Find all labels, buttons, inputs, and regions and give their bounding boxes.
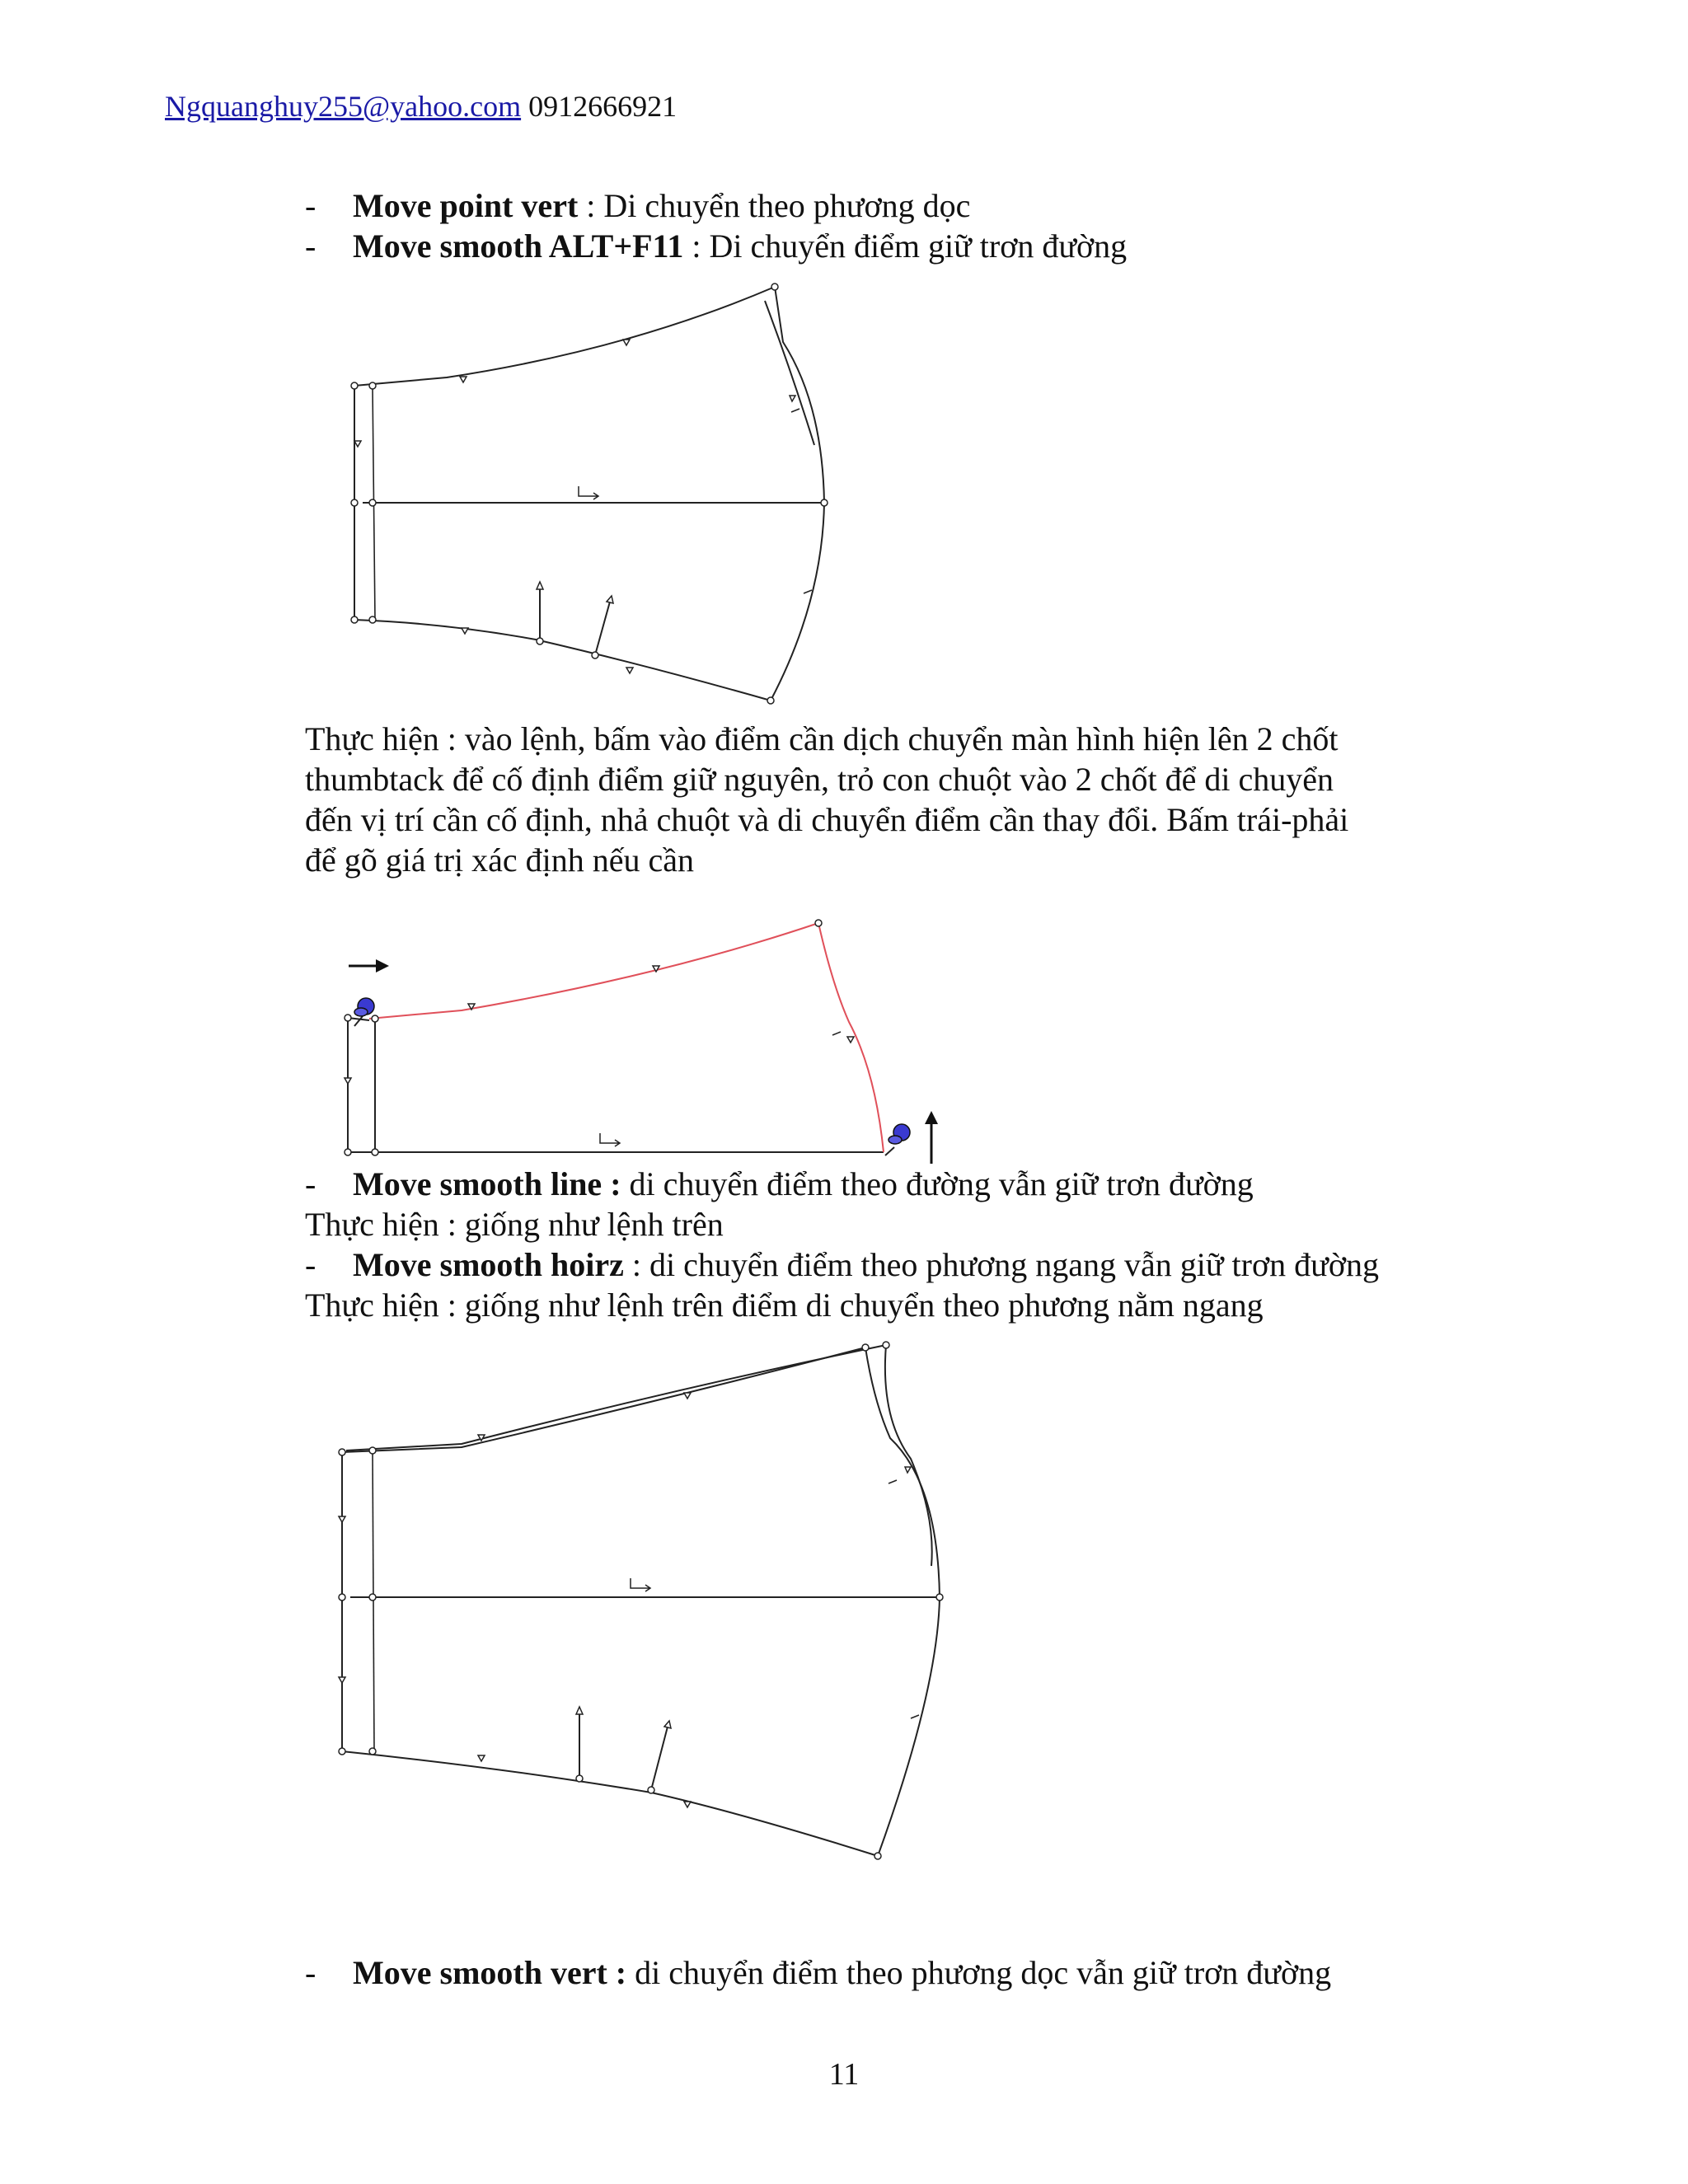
separator: [626, 1954, 635, 1991]
email-link[interactable]: Ngquanghuy255@yahoo.com: [165, 90, 522, 123]
page-number: 11: [828, 2057, 860, 2092]
command-description: di chuyển điểm theo đường vẫn giữ trơn đường: [629, 1165, 1254, 1202]
command-description: di chuyển điểm theo phương dọc vẫn giữ trơn đường: [635, 1954, 1332, 1991]
paragraph-line: thumbtack để cố định điểm giữ nguyên, trỏ con chuột vào 2 chốt để di chuyển: [305, 761, 1334, 798]
paragraph-line: đến vị trí cần cố định, nhả chuột và di chuyển điểm cần thay đổi. Bấm trái-phải: [305, 801, 1349, 838]
command-name: Move smooth line :: [353, 1165, 621, 1202]
paragraph-line: Thực hiện : vào lệnh, bấm vào điểm cần dịch chuyển màn hình hiện lên 2 chốt: [305, 720, 1339, 757]
note-text: Thực hiện : giống như lệnh trên: [305, 1206, 724, 1243]
command-description: Di chuyển theo phương dọc: [603, 187, 971, 224]
command-name: Move smooth ALT+F11: [353, 227, 684, 265]
separator: :: [683, 227, 710, 265]
list-item: - Move point vert : Di chuyển theo phương dọc: [305, 187, 971, 224]
list-item: - Move smooth vert : di chuyển điểm theo phương dọc vẫn giữ trơn đường: [305, 1954, 1332, 1991]
separator: :: [578, 187, 604, 224]
command-description: di chuyển điểm theo phương ngang vẫn giữ trơn đường: [649, 1246, 1379, 1283]
command-description: Di chuyển điểm giữ trơn đường: [709, 227, 1128, 265]
list-item: - Move smooth line : di chuyển điểm theo đường vẫn giữ trơn đường: [305, 1165, 1254, 1202]
command-name: Move smooth vert :: [353, 1954, 627, 1991]
phone-number: 0912666921: [528, 90, 678, 123]
list-item: - Move smooth hoirz : di chuyển điểm theo phương ngang vẫn giữ trơn đường: [305, 1246, 1379, 1283]
note-text: Thực hiện : giống như lệnh trên điểm di chuyển theo phương nằm ngang: [305, 1286, 1264, 1324]
command-name: Move smooth hoirz: [353, 1246, 624, 1283]
paragraph-line: để gõ giá trị xác định nếu cần: [305, 841, 695, 879]
separator: :: [623, 1246, 649, 1283]
list-item: - Move smooth ALT+F11 : Di chuyển điểm giữ trơn đường: [305, 227, 1128, 265]
command-name: Move point vert: [353, 187, 579, 224]
